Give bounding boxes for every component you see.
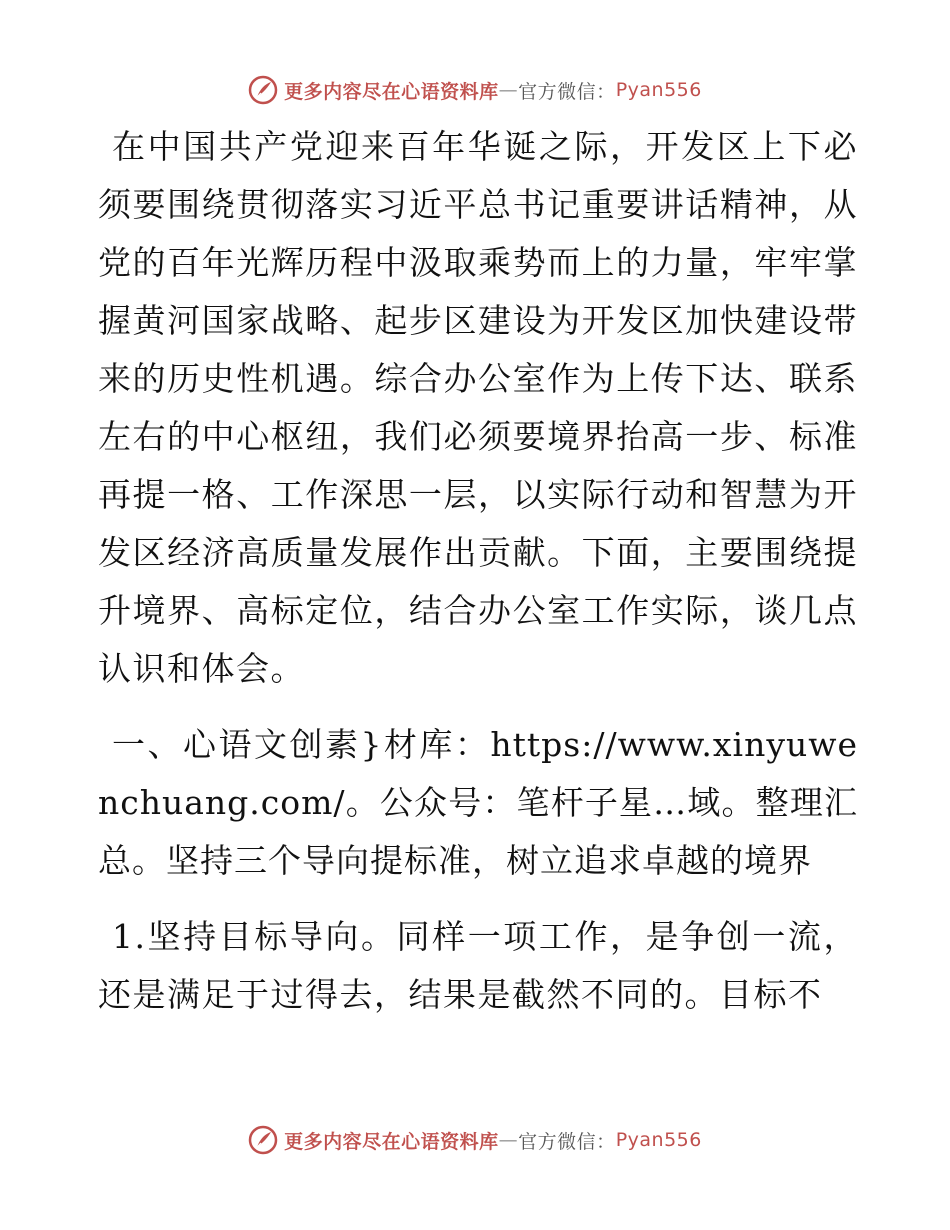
banner-main-text: 更多内容尽在心语资料库 xyxy=(284,1130,499,1153)
banner-separator: — xyxy=(498,79,519,101)
feather-pen-logo-icon xyxy=(248,75,278,105)
banner-wechat-id: Pyan556 xyxy=(615,79,702,101)
banner-wechat-label: 官方微信： xyxy=(518,80,616,103)
body-paragraph-2: 一、心语文创素}材库：https://www.xinyuwenchuang.com/。公众号：笔杆子星…域。整理汇总。坚持三个导向提标准，树立追求卓越的境界 xyxy=(98,725,858,880)
body-paragraph-1: 在中国共产党迎来百年华诞之际，开发区上下必须要围绕贯彻落实习近平总书记重要讲话精神，从党的百年光辉历程中汲取乘势而上的力量，牢牢掌握黄河国家战略、起步区建设为开发区加快建设带来的历史性机遇。综合办公室作为上传下达、联系左右的中心枢纽，我们必须要境界抬高一步、标准再提一格、工作深思一层，以实际行动和智慧为开发区经济高质量发展作出贡献。下面，主要围绕提升境界、高标定位，结合办公室工作实际，谈几点认识和体会。 xyxy=(98,127,858,688)
banner-separator: — xyxy=(498,1129,519,1151)
banner-main-text: 更多内容尽在心语资料库 xyxy=(284,80,499,103)
body-paragraph-3: 1.坚持目标导向。同样一项工作，是争创一流，还是满足于过得去，结果是截然不同的。目标不 xyxy=(98,917,858,1014)
banner-wechat-label: 官方微信： xyxy=(518,1130,616,1153)
feather-pen-logo-icon xyxy=(248,1125,278,1155)
document-body xyxy=(98,118,858,1024)
banner-wechat-id: Pyan556 xyxy=(615,1129,702,1151)
footer-banner xyxy=(0,1120,950,1160)
header-banner xyxy=(0,70,950,110)
